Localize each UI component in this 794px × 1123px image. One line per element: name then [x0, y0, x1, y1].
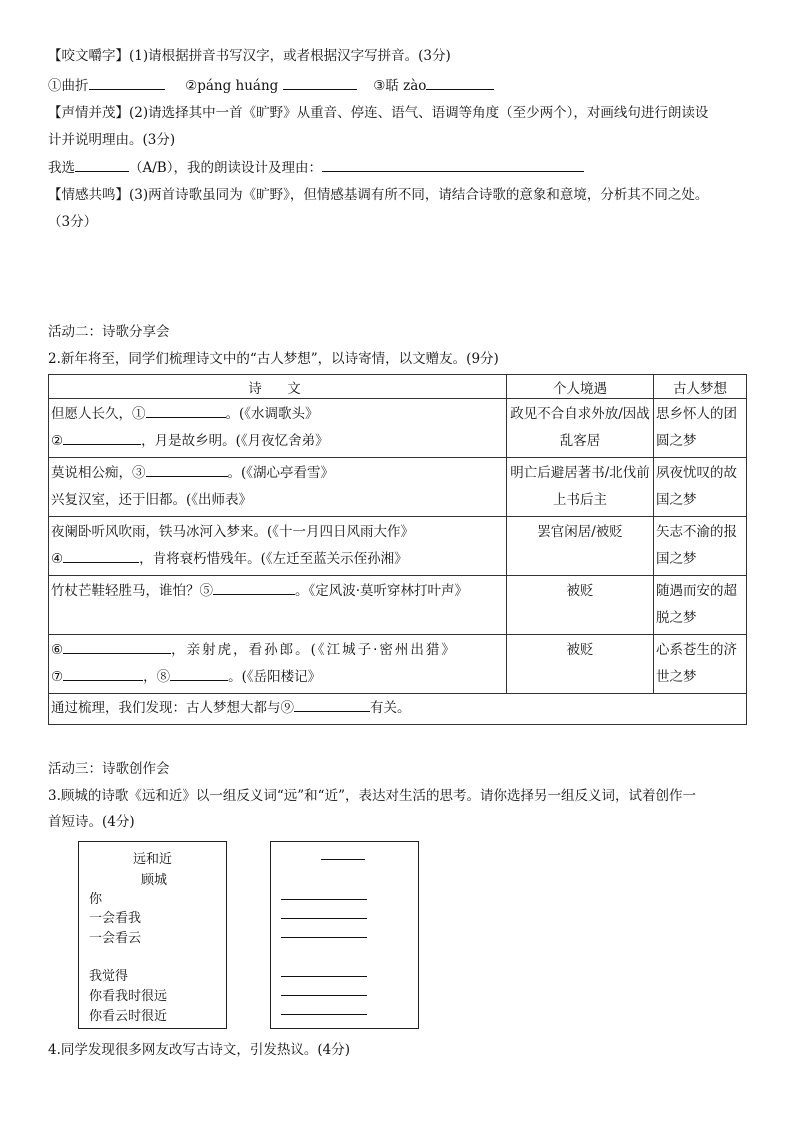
activity2-heading: 活动二：诗歌分享会 — [48, 324, 170, 340]
dream-cell: 心系苍生的济世之梦 — [654, 635, 747, 694]
poem-cell: 夜阑卧听风吹雨，铁马冰河入梦来。(《十一月四日风雨大作》 ④ ，肯将衰朽惜残年。(《左迁至蓝关示侄孙湘》 — [49, 517, 507, 576]
sample-poem-box — [78, 841, 227, 1029]
summary-cell: 通过梳理，我们发现：古人梦想大都与⑨ 有关。 — [49, 694, 747, 725]
table-row — [49, 576, 747, 635]
line-blank[interactable] — [281, 995, 367, 996]
q1-title: 【咬文嚼字】(1)请根据拼音书写汉字，或者根据汉字写拼音。(3分) — [48, 48, 451, 64]
q1-part2-line2: 计并说明理由。(3分) — [48, 132, 176, 148]
situation-cell: 明亡后避居著书/北伐前上书后主 — [507, 458, 654, 517]
answer-blank-r2-1[interactable] — [146, 463, 228, 477]
line-blank[interactable] — [281, 937, 367, 938]
poem-cell: 但愿人长久，① 。(《水调歌头》 ② ，月是故乡明。(《月夜忆舍弟》 — [49, 399, 507, 458]
dream-cell: 思乡怀人的团圆之梦 — [654, 399, 747, 458]
q1-part2-line1: 【声情并茂】(2)请选择其中一首《旷野》从重音、停连、语气、语调等角度（至少两个），对画线句进行朗读设 — [48, 105, 709, 121]
answer-blank-r1-2[interactable] — [63, 431, 141, 445]
activity2-question: 2.新年将至，同学们梳理诗文中的“古人梦想”，以诗寄情，以文赠友。(9分) — [48, 351, 499, 367]
q1-item-1: ①曲折 — [48, 78, 89, 94]
answer-blank-1[interactable] — [89, 76, 165, 90]
answer-blank-r5-1[interactable] — [63, 640, 171, 654]
dream-cell: 随遇而安的超脱之梦 — [654, 576, 747, 635]
sample-poem-line: 你看我时很远 — [89, 989, 168, 1004]
activity3-question-line1: 3.顾城的诗歌《远和近》以一组反义词“远”和“近”，表达对生活的思考。请你选择另一组反义词，试着创作一 — [48, 788, 696, 804]
sample-poem-line: 你 — [89, 892, 103, 907]
q1-choose-line — [48, 158, 584, 177]
sample-poem-line: 我觉得 — [89, 969, 129, 984]
answer-blank-r5-3[interactable] — [170, 667, 228, 681]
answer-blank-r1-1[interactable] — [146, 404, 226, 418]
answer-blank-r3-1[interactable] — [63, 549, 139, 563]
sample-poem-line: 你看云时很近 — [89, 1009, 168, 1024]
poem-cell: ⑥ ，亲射虎，看孙郎。(《江城子·密州出猎》 ⑦ ，⑧ 。(《岳阳楼记》 — [49, 635, 507, 694]
table-row — [49, 458, 747, 517]
poem-cell: 莫说相公痴，③ 。(《湖心亭看雪》 兴复汉室，还于旧都。(《出师表》 — [49, 458, 507, 517]
sample-poem-line: 一会看我 — [89, 911, 142, 926]
situation-cell: 被贬 — [507, 576, 654, 635]
line-blank[interactable] — [281, 1014, 367, 1015]
poetry-table — [48, 374, 747, 725]
situation-cell: 罢官闲居/被贬 — [507, 517, 654, 576]
q1-part3-line1: 【情感共鸣】(3)两首诗歌虽同为《旷野》，但情感基调有所不同，请结合诗歌的意象和意境，分析其不同之处。 — [48, 187, 709, 203]
title-blank[interactable] — [321, 859, 365, 860]
table-header-row — [49, 375, 747, 399]
table-row — [49, 517, 747, 576]
q1-item-2: ②páng huáng — [185, 78, 279, 94]
dream-cell: 夙夜忧叹的故国之梦 — [654, 458, 747, 517]
line-blank[interactable] — [281, 918, 367, 919]
table-row — [49, 399, 747, 458]
q1-item-3: ③聒 zào — [373, 78, 427, 94]
choose-suffix: （A/B），我的朗读设计及理由： — [129, 160, 322, 176]
sample-poem-title: 远和近 — [133, 852, 173, 867]
answer-blank-r5-2[interactable] — [63, 667, 143, 681]
q4-text: 4.同学发现很多网友改写古诗文，引发热议。(4分) — [48, 1042, 351, 1058]
activity3-question-line2: 首短诗。(4分) — [48, 814, 135, 830]
answer-blank-2[interactable] — [283, 76, 357, 90]
answer-blank-3[interactable] — [426, 76, 494, 90]
dream-cell: 矢志不渝的报国之梦 — [654, 517, 747, 576]
choose-blank[interactable] — [75, 158, 129, 172]
poem-cell: 竹杖芒鞋轻胜马，谁怕？⑤ 。《定风波·莫听穿林打叶声》 — [49, 576, 507, 635]
answer-blank-9[interactable] — [294, 698, 370, 712]
sample-poem-line: 一会看云 — [89, 931, 142, 946]
activity3-heading: 活动三：诗歌创作会 — [48, 761, 170, 777]
choose-prefix: 我选 — [48, 160, 75, 176]
table-row — [49, 635, 747, 694]
table-summary-row — [49, 694, 747, 725]
situation-cell: 被贬 — [507, 635, 654, 694]
situation-cell: 政见不合自求外放/因战乱客居 — [507, 399, 654, 458]
sample-poem-author: 顾城 — [141, 873, 168, 888]
answer-blank-r4-1[interactable] — [213, 581, 295, 595]
header-dream: 古人梦想 — [654, 375, 747, 399]
q1-items — [48, 76, 494, 95]
creation-box — [270, 841, 419, 1029]
header-poem: 诗 文 — [49, 375, 507, 399]
reason-blank[interactable] — [322, 158, 584, 172]
line-blank[interactable] — [281, 976, 367, 977]
line-blank[interactable] — [281, 899, 367, 900]
q1-part3-line2: （3分） — [48, 214, 98, 230]
header-situation: 个人境遇 — [507, 375, 654, 399]
